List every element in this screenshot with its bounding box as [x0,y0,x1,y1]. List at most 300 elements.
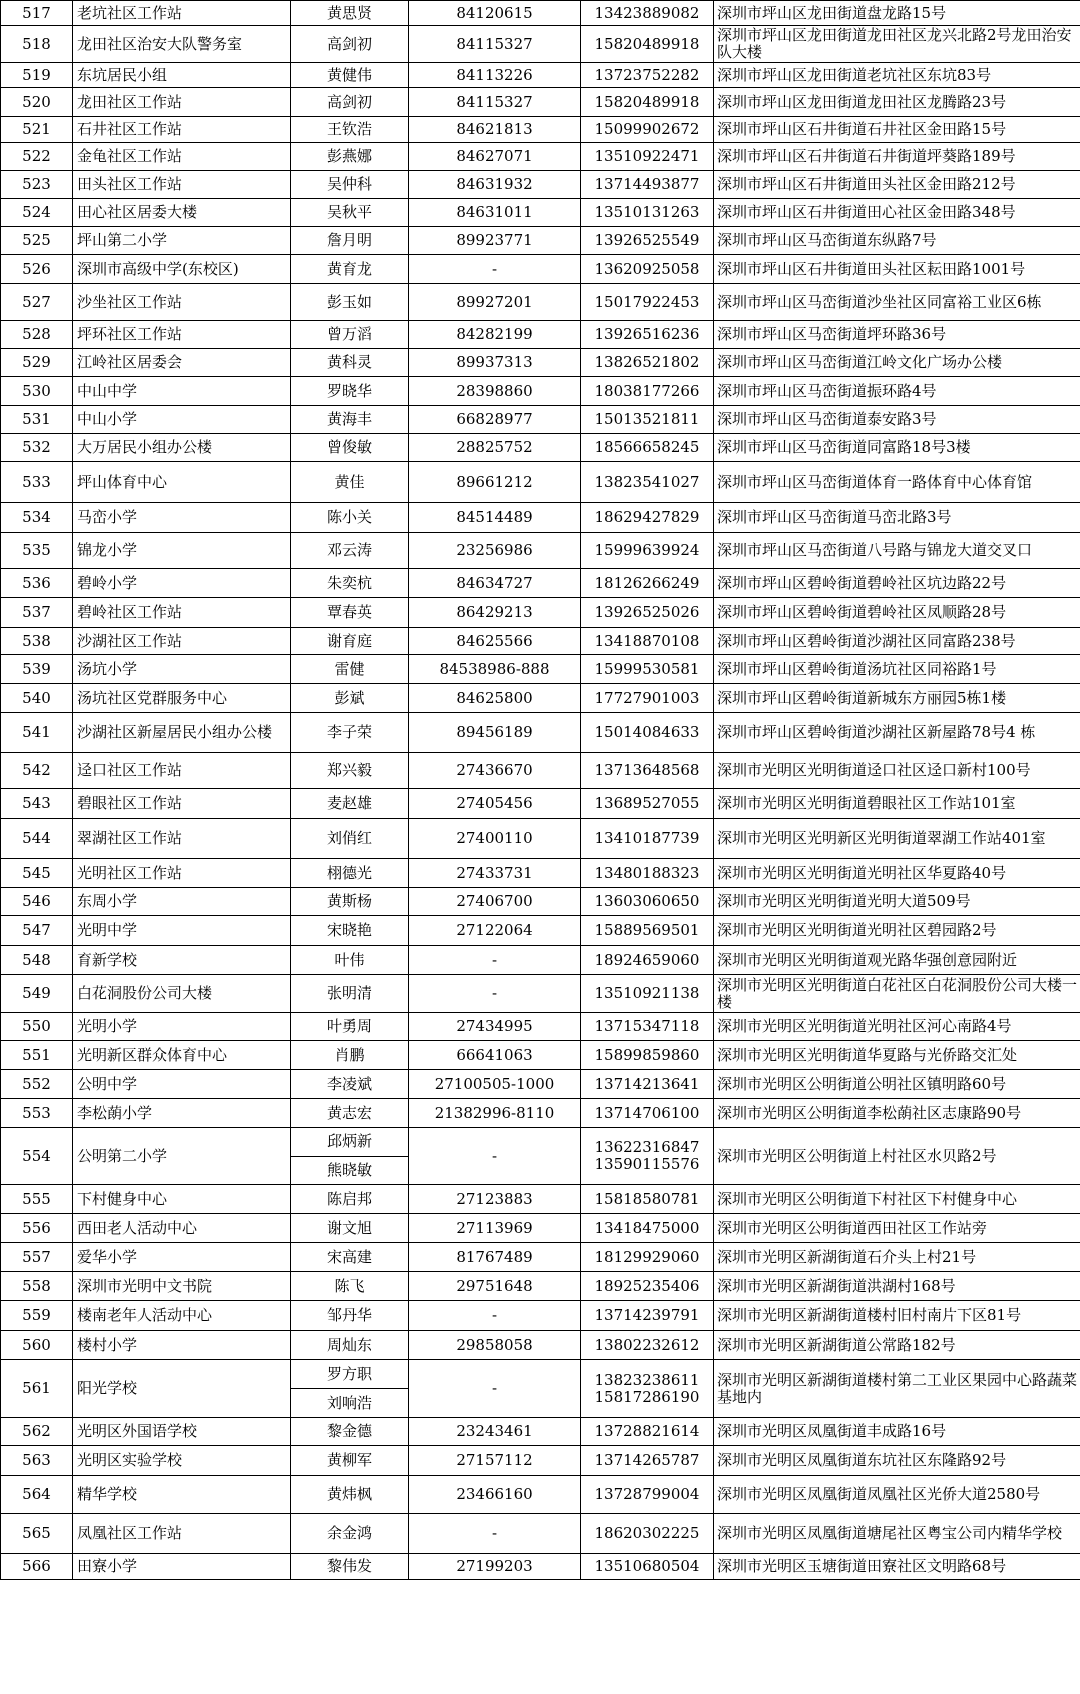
table-row [1,713,1080,753]
table-row [1,143,1080,171]
address: 深圳市坪山区碧岭街道碧岭社区坑边路22号 [714,569,1080,598]
row-number: 528 [1,321,73,349]
location-name: 光明区实验学校 [73,1446,291,1476]
mobile-phone [581,975,714,1013]
table-row [1,1214,1080,1243]
table-row [1,503,1080,533]
table-row [1,1476,1080,1514]
location-name: 公明中学 [73,1070,291,1099]
contact-person: 谢育庭 [291,628,409,655]
mobile-phone [581,713,714,753]
mobile-number: 13622316847 [594,1138,700,1156]
location-name: 田心社区居委大楼 [73,199,291,227]
mobile-phone [581,63,714,88]
mobile-number: 15099902672 [594,120,700,138]
mobile-number: 18126266249 [594,573,700,592]
row-number: 557 [1,1243,73,1272]
location-name: 凤凰社区工作站 [73,1514,291,1554]
mobile-phone [581,1013,714,1041]
address: 深圳市光明区新湖街道楼村第二工业区果园中心路蔬菜基地内 [714,1360,1080,1418]
office-phone: 84514489 [409,503,581,533]
office-phone: 84631932 [409,171,581,199]
mobile-number: 13823238611 [594,1370,700,1389]
location-name: 中山小学 [73,406,291,434]
mobile-phone [581,1099,714,1128]
address: 深圳市光明区光明新区光明街道翠湖工作站401室 [714,819,1080,859]
office-phone: 27122064 [409,916,581,946]
mobile-phone [581,1554,714,1580]
row-number: 550 [1,1013,73,1041]
mobile-number: 15013521811 [594,410,700,428]
address: 深圳市光明区凤凰街道塘尾社区粤宝公司内精华学校 [714,1514,1080,1554]
mobile-phone [581,569,714,598]
mobile-phone [581,1185,714,1214]
row-number: 524 [1,199,73,227]
contact-person: 麦赵雄 [291,789,409,819]
address: 深圳市坪山区石井街道石井社区金田路15号 [714,117,1080,143]
address: 深圳市坪山区马峦街道沙坐社区同富裕工业区6栋 [714,284,1080,321]
mobile-phone [581,916,714,946]
mobile-number: 13510922471 [594,147,700,165]
row-number: 519 [1,63,73,88]
contact-person: 邹丹华 [291,1301,409,1331]
mobile-number: 13713648568 [594,761,700,779]
contact-person: 黄志宏 [291,1099,409,1128]
location-name: 迳口社区工作站 [73,753,291,789]
office-phone: 84625800 [409,684,581,713]
address: 深圳市坪山区碧岭街道沙湖社区新屋路78号4 栋 [714,713,1080,753]
address: 深圳市坪山区碧岭街道汤坑社区同裕路1号 [714,655,1080,684]
address: 深圳市坪山区马峦街道同富路18号3楼 [714,434,1080,462]
contact-person: 罗晓华 [291,377,409,406]
table-row [1,628,1080,655]
mobile-phone [581,284,714,321]
office-phone: 89927201 [409,284,581,321]
table-row [1,117,1080,143]
row-number: 525 [1,227,73,255]
mobile-number: 13510921138 [594,984,700,1002]
location-name: 光明小学 [73,1013,291,1041]
mobile-number: 13510680504 [594,1557,700,1575]
address: 深圳市光明区光明街道白花社区白花洞股份公司大楼一楼 [714,975,1080,1013]
mobile-phone [581,255,714,284]
address: 深圳市坪山区龙田街道龙田社区龙兴北路2号龙田治安队大楼 [714,26,1080,63]
table-row [1,1185,1080,1214]
mobile-number: 17727901003 [594,688,700,707]
contact-person: 黄海丰 [291,406,409,434]
office-phone: 84120615 [409,1,581,26]
address: 深圳市坪山区马峦街道振环路4号 [714,377,1080,406]
address: 深圳市坪山区马峦街道马峦北路3号 [714,503,1080,533]
table-row [1,1128,1080,1157]
mobile-phone [581,199,714,227]
office-phone: 21382996-8110 [409,1099,581,1128]
address: 深圳市坪山区碧岭街道新城东方丽园5栋1楼 [714,684,1080,713]
contact-person: 宋高建 [291,1243,409,1272]
table-row [1,1418,1080,1446]
mobile-number: 13728799004 [594,1485,700,1503]
row-number: 559 [1,1301,73,1331]
table-row [1,321,1080,349]
office-phone: - [409,255,581,284]
table-row [1,434,1080,462]
location-name: 育新学校 [73,946,291,975]
mobile-phone [581,1272,714,1301]
mobile-phone [581,117,714,143]
mobile-phone [581,143,714,171]
table-row [1,284,1080,321]
contact-person: 余金鸿 [291,1514,409,1554]
table-row [1,753,1080,789]
contact-person: 黄炜枫 [291,1476,409,1514]
contact-person: 邱炳新 [291,1128,409,1157]
address: 深圳市光明区公明街道上村社区水贝路2号 [714,1128,1080,1185]
table-row [1,1243,1080,1272]
office-phone: 84625566 [409,628,581,655]
contact-person: 李凌斌 [291,1070,409,1099]
row-number: 529 [1,349,73,377]
address: 深圳市坪山区石井街道田心社区金田路348号 [714,199,1080,227]
office-phone: - [409,1360,581,1418]
location-name: 坪环社区工作站 [73,321,291,349]
table-row [1,255,1080,284]
address: 深圳市坪山区石井街道田头社区耘田路1001号 [714,255,1080,284]
mobile-number: 18925235406 [594,1276,700,1295]
mobile-phone [581,1128,714,1185]
row-number: 523 [1,171,73,199]
table-row [1,349,1080,377]
contact-person: 陈小关 [291,503,409,533]
contact-person: 陈飞 [291,1272,409,1301]
row-number: 549 [1,975,73,1013]
table-row [1,888,1080,916]
row-number: 552 [1,1070,73,1099]
mobile-number: 15999530581 [594,659,700,678]
row-number: 556 [1,1214,73,1243]
address: 深圳市光明区凤凰街道丰成路16号 [714,1418,1080,1446]
table-row [1,1301,1080,1331]
contact-person: 叶伟 [291,946,409,975]
mobile-phone [581,1476,714,1514]
table-row [1,88,1080,117]
mobile-number: 18620302225 [594,1524,700,1542]
contact-person: 詹月明 [291,227,409,255]
contact-person: 罗方职 [291,1360,409,1389]
mobile-phone [581,1360,714,1418]
location-name: 坪山第二小学 [73,227,291,255]
office-phone: - [409,1128,581,1185]
mobile-number: 13926525549 [594,231,700,249]
row-number: 553 [1,1099,73,1128]
location-name: 光明区外国语学校 [73,1418,291,1446]
mobile-number: 13926516236 [594,325,700,343]
office-phone: 84282199 [409,321,581,349]
contact-person: 王钦浩 [291,117,409,143]
mobile-number: 18629427829 [594,508,700,526]
location-name: 楼村小学 [73,1331,291,1360]
row-number: 566 [1,1554,73,1580]
office-phone: 84538986-888 [409,655,581,684]
mobile-phone [581,1243,714,1272]
contact-person: 朱奕杭 [291,569,409,598]
office-phone: 84631011 [409,199,581,227]
address: 深圳市光明区公明街道公明社区镇明路60号 [714,1070,1080,1099]
mobile-phone [581,628,714,655]
row-number: 543 [1,789,73,819]
location-name: 汤坑小学 [73,655,291,684]
mobile-phone [581,1418,714,1446]
location-name: 爱华小学 [73,1243,291,1272]
table-row [1,819,1080,859]
office-phone: 27400110 [409,819,581,859]
address: 深圳市坪山区马峦街道八号路与锦龙大道交叉口 [714,533,1080,569]
row-number: 565 [1,1514,73,1554]
mobile-phone [581,88,714,117]
office-phone: 84115327 [409,26,581,63]
office-phone: 81767489 [409,1243,581,1272]
contact-person: 熊晓敏 [291,1156,409,1185]
location-name: 龙田社区治安大队警务室 [73,26,291,63]
office-phone: 66828977 [409,406,581,434]
table-row [1,1041,1080,1070]
mobile-phone [581,1041,714,1070]
table-row [1,1514,1080,1554]
office-phone: 86429213 [409,598,581,628]
contact-person: 叶勇周 [291,1013,409,1041]
contact-person: 黄育龙 [291,255,409,284]
office-phone: 89661212 [409,462,581,503]
mobile-phone [581,171,714,199]
row-number: 520 [1,88,73,117]
office-phone: 27199203 [409,1554,581,1580]
office-phone: 27434995 [409,1013,581,1041]
row-number: 537 [1,598,73,628]
table-row [1,1,1080,26]
table-row [1,684,1080,713]
location-name: 沙湖社区新屋居民小组办公楼 [73,713,291,753]
office-phone: - [409,1514,581,1554]
address: 深圳市光明区公明街道李松蓢社区志康路90号 [714,1099,1080,1128]
office-phone: - [409,975,581,1013]
row-number: 551 [1,1041,73,1070]
location-name: 李松蓢小学 [73,1099,291,1128]
location-name: 坪山体育中心 [73,462,291,503]
row-number: 536 [1,569,73,598]
row-number: 547 [1,916,73,946]
mobile-number: 15820489918 [594,92,700,111]
office-phone: 89923771 [409,227,581,255]
table-row [1,1013,1080,1041]
row-number: 533 [1,462,73,503]
location-name: 光明社区工作站 [73,859,291,888]
table-row [1,227,1080,255]
row-number: 531 [1,406,73,434]
mobile-number: 13802232612 [594,1335,700,1354]
office-phone: 84634727 [409,569,581,598]
mobile-phone [581,1331,714,1360]
contact-person: 刘响浩 [291,1389,409,1418]
contact-person: 谢文旭 [291,1214,409,1243]
location-name: 田头社区工作站 [73,171,291,199]
contact-person: 陈启邦 [291,1185,409,1214]
mobile-phone [581,753,714,789]
office-phone: 27113969 [409,1214,581,1243]
address: 深圳市光明区光明街道碧眼社区工作站101室 [714,789,1080,819]
mobile-phone [581,598,714,628]
office-phone: 27405456 [409,789,581,819]
table-row [1,63,1080,88]
mobile-number: 15889569501 [594,921,700,939]
mobile-phone [581,533,714,569]
mobile-phone [581,946,714,975]
location-name: 沙坐社区工作站 [73,284,291,321]
row-number: 564 [1,1476,73,1514]
address: 深圳市坪山区龙田街道龙田社区龙腾路23号 [714,88,1080,117]
row-number: 532 [1,434,73,462]
row-number: 540 [1,684,73,713]
contact-person: 栩德光 [291,859,409,888]
contact-person: 吴秋平 [291,199,409,227]
location-name: 公明第二小学 [73,1128,291,1185]
contact-person: 彭斌 [291,684,409,713]
location-name: 西田老人活动中心 [73,1214,291,1243]
table-row [1,377,1080,406]
table-row [1,789,1080,819]
location-name: 精华学校 [73,1476,291,1514]
location-name: 深圳市光明中文书院 [73,1272,291,1301]
mobile-phone [581,888,714,916]
mobile-phone [581,1,714,26]
address: 深圳市坪山区碧岭街道沙湖社区同富路238号 [714,628,1080,655]
mobile-number: 13423889082 [594,3,700,22]
location-name: 沙湖社区工作站 [73,628,291,655]
mobile-phone [581,503,714,533]
location-name: 碧岭社区工作站 [73,598,291,628]
mobile-number: 13603060650 [594,892,700,910]
office-phone: 28825752 [409,434,581,462]
row-number: 539 [1,655,73,684]
row-number: 526 [1,255,73,284]
office-phone: 27123883 [409,1185,581,1214]
mobile-number: 18566658245 [594,438,700,456]
address: 深圳市光明区公明街道下村社区下村健身中心 [714,1185,1080,1214]
row-number: 560 [1,1331,73,1360]
location-name: 深圳市高级中学(东校区) [73,255,291,284]
mobile-number: 18924659060 [594,950,700,969]
contact-person: 黄健伟 [291,63,409,88]
mobile-number: 13926525026 [594,603,700,621]
location-name: 东坑居民小组 [73,63,291,88]
contact-person: 周灿东 [291,1331,409,1360]
address: 深圳市坪山区马峦街道坪环路36号 [714,321,1080,349]
office-phone: 27433731 [409,859,581,888]
mobile-number: 13689527055 [594,794,700,812]
row-number: 521 [1,117,73,143]
contact-person: 曾俊敏 [291,434,409,462]
location-name: 下村健身中心 [73,1185,291,1214]
mobile-number: 13826521802 [594,353,700,371]
table-row [1,1331,1080,1360]
contact-person: 雷健 [291,655,409,684]
table-row [1,1360,1080,1389]
address: 深圳市光明区玉塘街道田寮社区文明路68号 [714,1554,1080,1580]
address: 深圳市光明区新湖街道楼村旧村南片下区81号 [714,1301,1080,1331]
table-row [1,1099,1080,1128]
office-phone: 27406700 [409,888,581,916]
table-row [1,26,1080,63]
row-number: 558 [1,1272,73,1301]
row-number: 562 [1,1418,73,1446]
address: 深圳市光明区光明街道光明社区碧园路2号 [714,916,1080,946]
row-number: 538 [1,628,73,655]
office-phone: 23256986 [409,533,581,569]
location-name: 楼南老年人活动中心 [73,1301,291,1331]
row-number: 541 [1,713,73,753]
mobile-phone [581,1214,714,1243]
mobile-phone [581,406,714,434]
contact-person: 宋晓艳 [291,916,409,946]
office-phone: 27100505-1000 [409,1070,581,1099]
address: 深圳市光明区光明街道光明社区华夏路40号 [714,859,1080,888]
mobile-number: 15820489918 [594,34,700,53]
mobile-phone [581,819,714,859]
row-number: 518 [1,26,73,63]
contact-person: 彭玉如 [291,284,409,321]
row-number: 530 [1,377,73,406]
table-body [1,1,1080,1580]
address: 深圳市坪山区马峦街道泰安路3号 [714,406,1080,434]
office-phone: 23466160 [409,1476,581,1514]
mobile-number: 13510131263 [594,203,700,221]
office-phone: 27436670 [409,753,581,789]
address: 深圳市坪山区石井街道石井街道坪葵路189号 [714,143,1080,171]
location-name: 汤坑社区党群服务中心 [73,684,291,713]
row-number: 548 [1,946,73,975]
contact-person: 黎金德 [291,1418,409,1446]
table-row [1,199,1080,227]
mobile-phone [581,227,714,255]
mobile-number: 13715347118 [594,1017,700,1035]
row-number: 527 [1,284,73,321]
address: 深圳市坪山区马峦街道江岭文化广场办公楼 [714,349,1080,377]
mobile-number: 13714706100 [594,1103,700,1122]
location-name: 石井社区工作站 [73,117,291,143]
office-phone: 89937313 [409,349,581,377]
address: 深圳市光明区光明街道华夏路与光侨路交汇处 [714,1041,1080,1070]
location-name: 东周小学 [73,888,291,916]
address: 深圳市坪山区石井街道田头社区金田路212号 [714,171,1080,199]
office-phone: 28398860 [409,377,581,406]
contact-person: 刘俏红 [291,819,409,859]
contact-person: 曾万滔 [291,321,409,349]
contact-person: 高剑初 [291,26,409,63]
contact-person: 肖鹏 [291,1041,409,1070]
table-row [1,975,1080,1013]
table-row [1,1070,1080,1099]
mobile-phone [581,26,714,63]
location-name: 江岭社区居委会 [73,349,291,377]
contact-person: 黄科灵 [291,349,409,377]
location-name: 翠湖社区工作站 [73,819,291,859]
mobile-phone [581,434,714,462]
address: 深圳市坪山区碧岭街道碧岭社区凤顺路28号 [714,598,1080,628]
office-phone: 27157112 [409,1446,581,1476]
row-number: 555 [1,1185,73,1214]
mobile-number: 13714239791 [594,1306,700,1324]
table-row [1,1272,1080,1301]
office-phone: 66641063 [409,1041,581,1070]
mobile-number: 13723752282 [594,65,700,84]
